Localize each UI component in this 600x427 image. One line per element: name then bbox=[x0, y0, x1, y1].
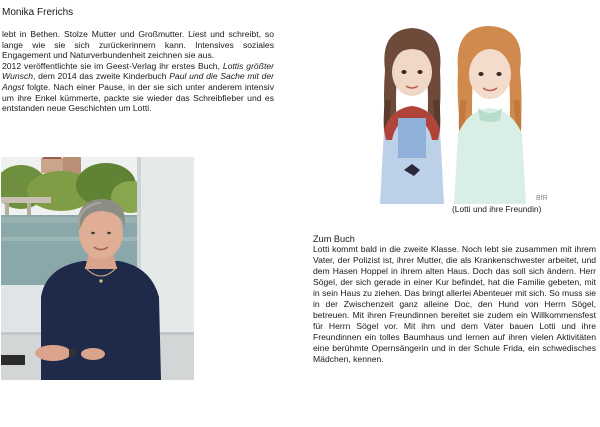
book-heading: Zum Buch bbox=[313, 234, 355, 244]
bio-paragraph-1: lebt in Bethen. Stolze Mutter und Großmutter. Liest und schreibt, so lange wie sie sich zurückerinnern kann. Intensives soziales Engagement und Naturverbundenheit zeichnen sie aus. bbox=[2, 29, 274, 61]
author-photo bbox=[1, 157, 194, 380]
author-name: Monika Frerichs bbox=[2, 7, 74, 18]
book-title-lotti: Lottis größter Wunsch bbox=[2, 60, 274, 82]
illustration-signature: BfR bbox=[536, 195, 548, 202]
illustration-caption: (Lotti und ihre Freundin) bbox=[452, 204, 542, 214]
bio-text: 2012 veröffentlichte sie im Geest-Verlag ihr erstes Buch, bbox=[2, 60, 223, 71]
book-description: Lotti kommt bald in die zweite Klasse. Noch lebt sie zusammen mit ihrem Vater, der Polizist ist, ihrer Mutter, die als Krankenschwester arbeitet, und dem Hasen Hoppel in ihrem alten Haus. Doch das soll sich ändern. Herr Sögel, der sich gerade in einer Kur befindet, hat die Familie gebeten, mit in sein Haus zu ziehen. Das bringt allerlei Abenteuer mit sich. So muss sie in der Zwischenzeit ganz alleine Doc, den Hund von Herrn Sögel, betreuen. Mit ihren Freundinnen bereitet sie zudem ein Willkommensfest für Herrn Sögel vor. Mit ihm und dem Vater bauen Lotti und ihre Freundinnen ein tolles Baumhaus und lernen auf ihren vielen Aktivitäten eine berühmte Opernsängerin und in der Schule Frida, ein schwedisches Mädchen, kennen. bbox=[313, 244, 596, 364]
bio-text: , dem 2014 das zweite Kinderbuch bbox=[33, 71, 170, 82]
author-bio bbox=[2, 29, 274, 114]
bio-paragraph-2 bbox=[2, 61, 274, 114]
bio-text: folgte. Nach einer Pause, in der sie sich unter anderem intensiv um ihre Enkel kümmerte, packte sie wieder das Schreibfieber und es entstanden neue Geschichten um Lotti. bbox=[2, 81, 274, 114]
book-title-paul: Paul und die Sache mit der Angst bbox=[2, 71, 274, 92]
illustration-lotti-and-friend bbox=[340, 0, 560, 204]
